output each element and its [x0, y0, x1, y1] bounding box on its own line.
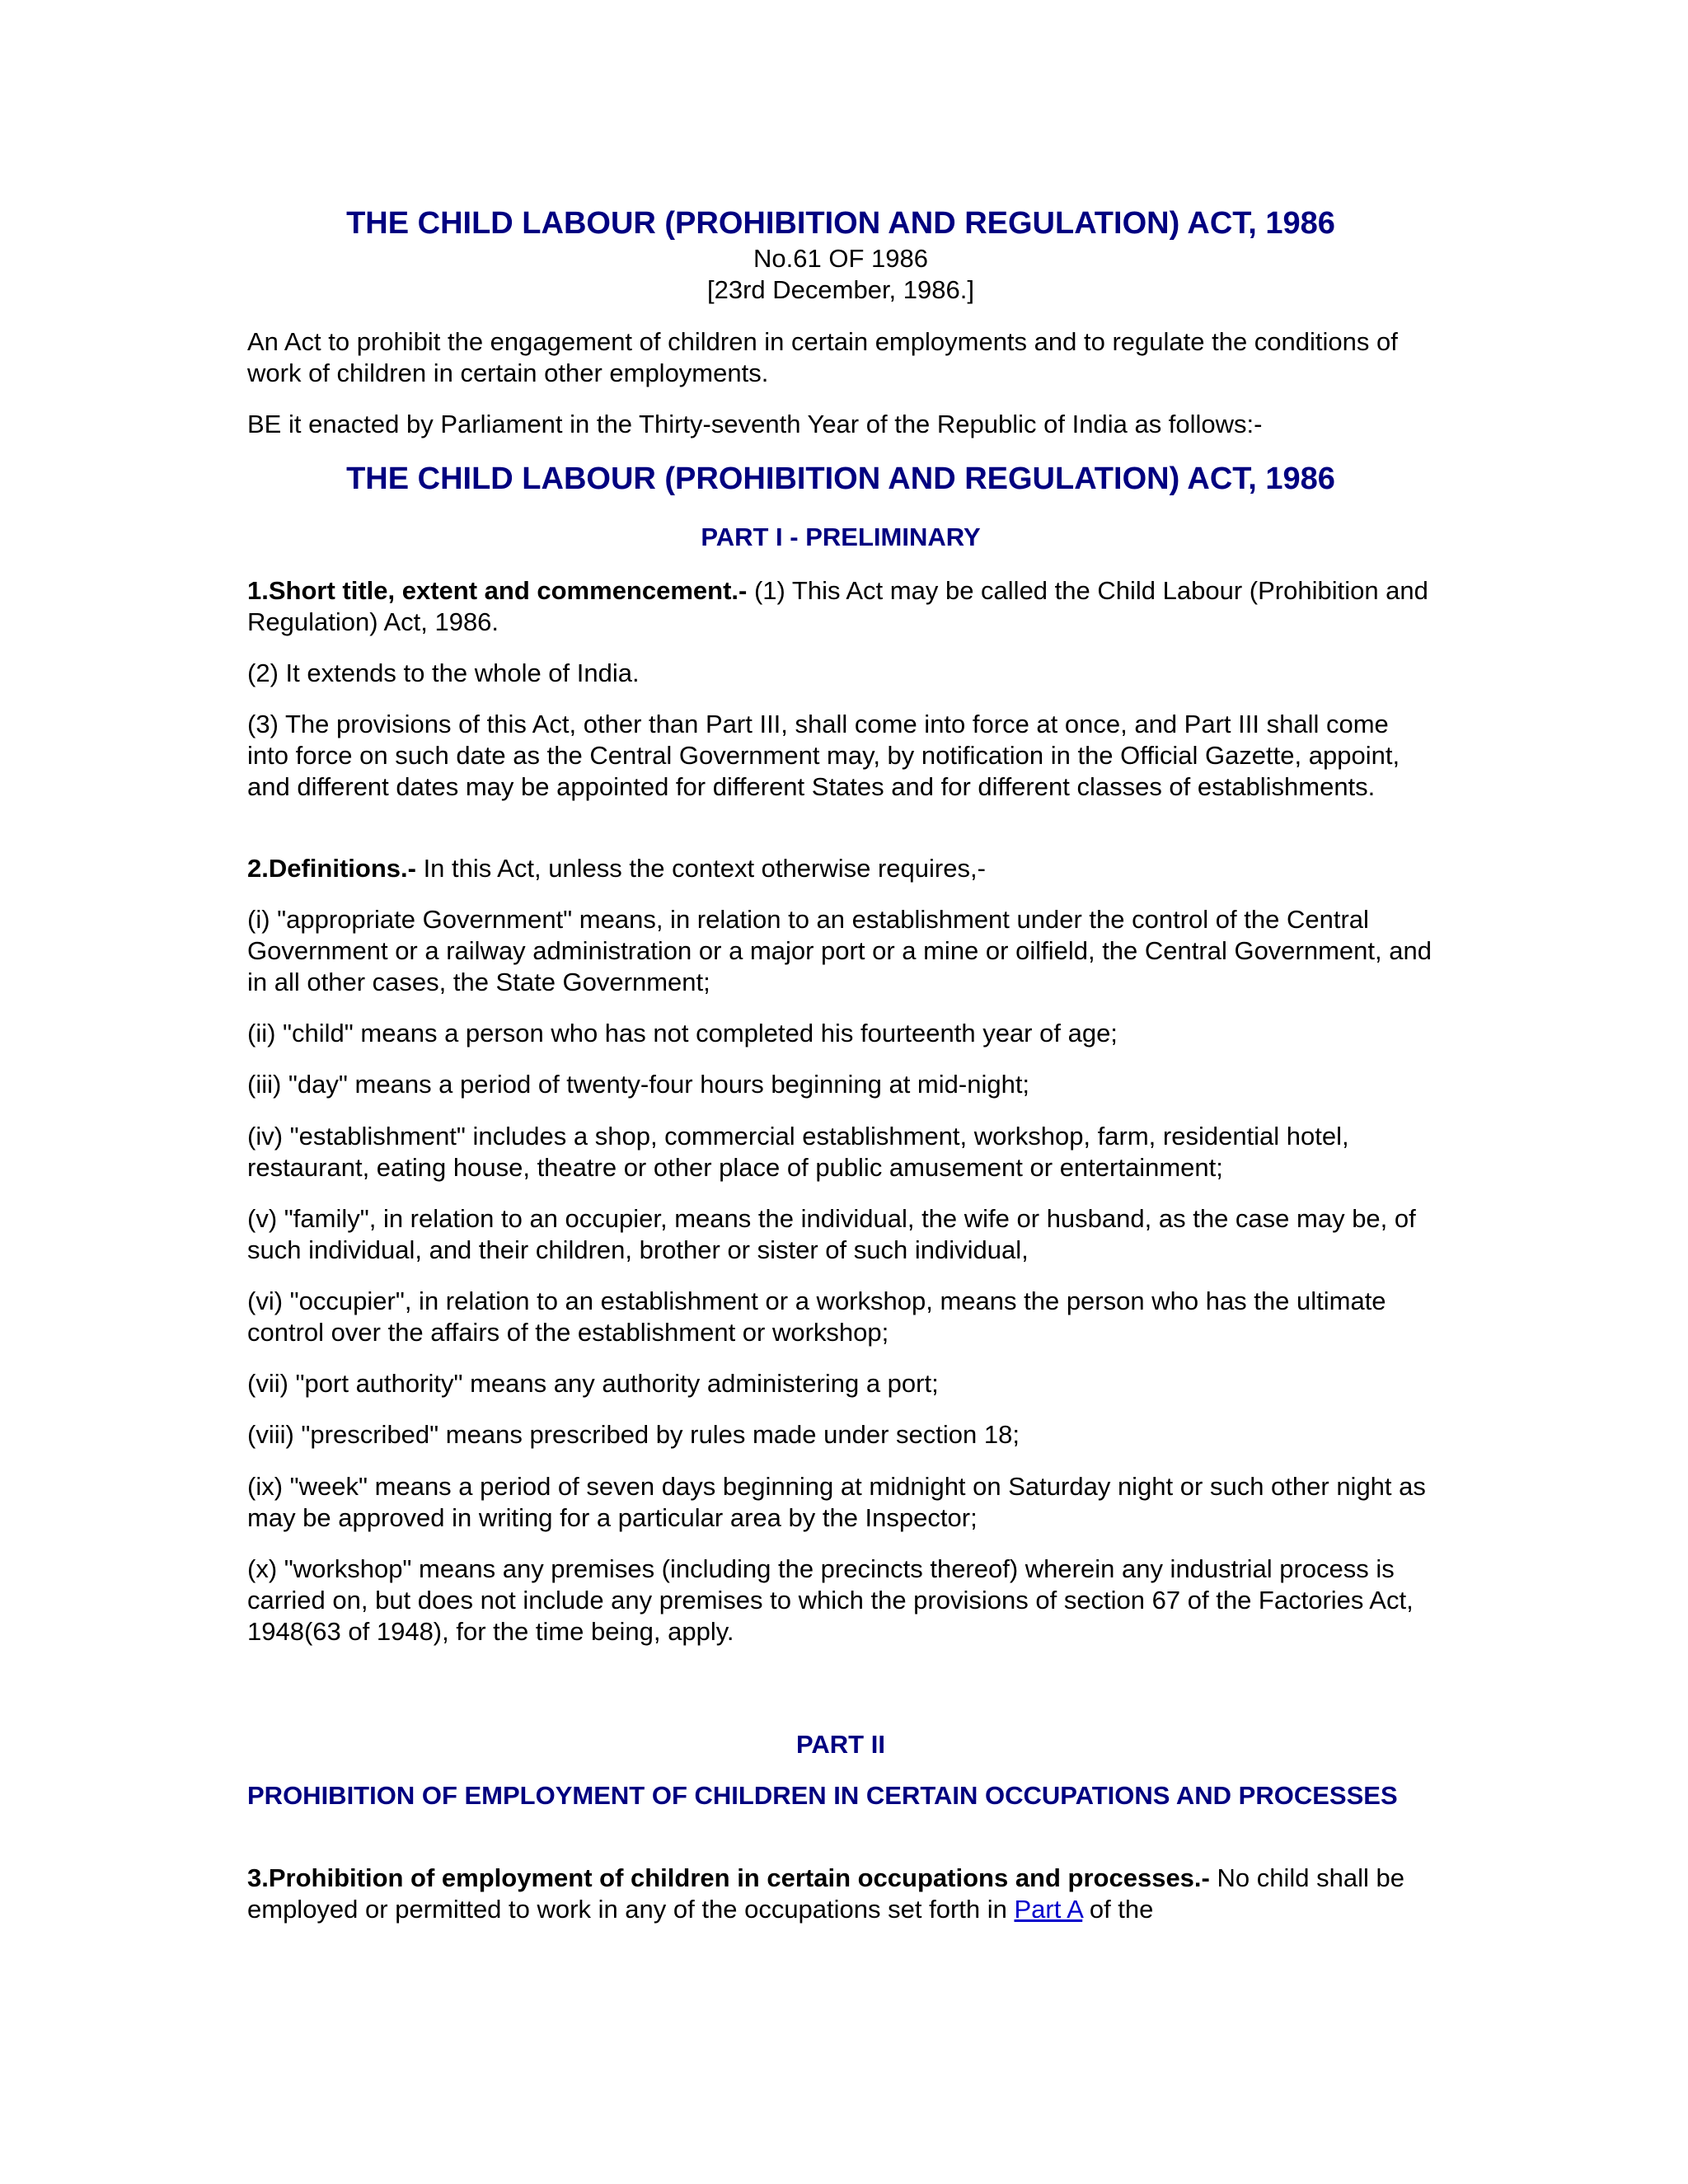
act-number: No.61 OF 1986 — [753, 244, 928, 273]
definition-item: (vii) "port authority" means any authority administering a port; — [247, 1369, 939, 1398]
section-1-2: (2) It extends to the whole of India. — [247, 658, 640, 687]
preamble-intro: An Act to prohibit the engagement of children in certain employments and to regulate the conditions of work of children in certain other employments. — [247, 327, 1398, 387]
part-1-heading: PART I - PRELIMINARY — [701, 523, 981, 551]
section-3 — [247, 1863, 1434, 1925]
section-1-3: (3) The provisions of this Act, other than Part III, shall come into force at once, and Part III shall come into force on such date as the Central Government may, by notification in the Official Gazette, appoint, and different dates may be appointed for different States and for different classes of establishments. — [247, 710, 1400, 801]
definition-item: (ix) "week" means a period of seven days beginning at midnight on Saturday night or such other night as may be approved in writing for a particular area by the Inspector; — [247, 1472, 1426, 1532]
act-title-repeat: THE CHILD LABOUR (PROHIBITION AND REGULATION) ACT, 1986 — [346, 462, 1335, 496]
part-a-link[interactable]: Part A — [1014, 1895, 1083, 1924]
section-3-title: 3.Prohibition of employment of children in certain occupations and processes.- — [247, 1863, 1210, 1892]
definition-item: (ii) "child" means a person who has not completed his fourteenth year of age; — [247, 1019, 1118, 1047]
section-2-text: In this Act, unless the context otherwise requires,- — [415, 854, 986, 883]
section-3-tail: of the — [1082, 1895, 1154, 1924]
definition-item: (i) "appropriate Government" means, in relation to an establishment under the control of the Central Government or a railway administration or a major port or a mine or oilfield, the Central Government, and in all other cases, the State Government; — [247, 905, 1432, 996]
section-3-text: No child shall be employed or permitted to work in any of the occupations set forth in — [247, 1863, 1404, 1924]
section-1-text: (1) This Act may be called the Child Labour (Prohibition and Regulation) Act, 1986. — [247, 576, 1428, 636]
part-2-subheading: PROHIBITION OF EMPLOYMENT OF CHILDREN IN CERTAIN OCCUPATIONS AND PROCESSES — [247, 1781, 1398, 1810]
section-1 — [247, 575, 1434, 638]
preamble-enactment: BE it enacted by Parliament in the Thirty-seventh Year of the Republic of India as follows:- — [247, 410, 1263, 438]
part-2-heading: PART II — [796, 1730, 885, 1759]
section-2 — [247, 853, 1434, 884]
definition-item: (x) "workshop" means any premises (including the precincts thereof) wherein any industrial process is carried on, but does not include any premises to which the provisions of section 67 of the Factories Act, 1948(63 of 1948), for the time being, apply. — [247, 1554, 1414, 1646]
act-date: [23rd December, 1986.] — [707, 275, 974, 304]
definition-item: (vi) "occupier", in relation to an establishment or a workshop, means the person who has the ultimate control over the affairs of the establishment or workshop; — [247, 1286, 1386, 1347]
definition-item: (iii) "day" means a period of twenty-four hours beginning at mid-night; — [247, 1070, 1030, 1099]
act-title: THE CHILD LABOUR (PROHIBITION AND REGULATION) ACT, 1986 — [346, 206, 1335, 241]
definition-item: (viii) "prescribed" means prescribed by rules made under section 18; — [247, 1420, 1020, 1449]
definition-item: (iv) "establishment" includes a shop, commercial establishment, workshop, farm, residential hotel, restaurant, eating house, theatre or other place of public amusement or entertainment; — [247, 1122, 1349, 1182]
section-2-title: 2.Definitions.- — [247, 854, 416, 883]
definition-item: (v) "family", in relation to an occupier, means the individual, the wife or husband, as the case may be, of such individual, and their children, brother or sister of such individual, — [247, 1204, 1416, 1264]
section-1-title: 1.Short title, extent and commencement.- — [247, 576, 748, 605]
